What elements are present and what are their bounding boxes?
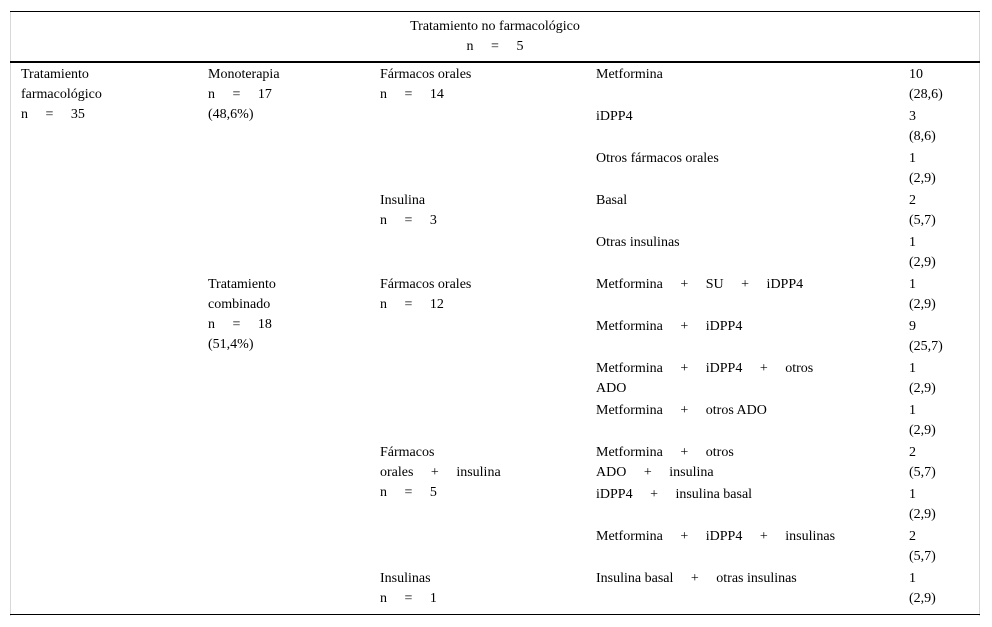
- value-pct-cell: (8,6): [909, 129, 936, 144]
- group-count: n = 12: [380, 297, 444, 312]
- drug-cell: iDPP4 + insulina basal: [596, 487, 753, 502]
- value-cell: 1: [909, 235, 916, 250]
- value-pct-cell: (2,9): [909, 381, 936, 396]
- value-cell: 1: [909, 571, 916, 586]
- drug-cell: Metformina + otros: [596, 445, 734, 460]
- group-count: n = 1: [380, 591, 437, 606]
- col1-line: Tratamiento: [21, 67, 89, 82]
- header-title: Tratamiento no farmacológico: [410, 19, 580, 34]
- table-bottom-rule: [10, 614, 980, 615]
- value-cell: 1: [909, 277, 916, 292]
- value-pct-cell: (5,7): [909, 549, 936, 564]
- drug-cell: Metformina: [596, 67, 663, 82]
- group-label: orales + insulina: [380, 465, 501, 480]
- drug-cell: Metformina + SU + iDPP4: [596, 277, 804, 292]
- group-count: n = 5: [380, 485, 437, 500]
- table-header: [10, 17, 980, 57]
- combined-pct: (51,4%): [208, 337, 254, 352]
- value-pct-cell: (2,9): [909, 591, 936, 606]
- table-frame: [10, 11, 980, 616]
- value-pct-cell: (2,9): [909, 255, 936, 270]
- combined-label: combinado: [208, 297, 271, 312]
- value-cell: 1: [909, 361, 916, 376]
- monotherapy-count: n = 17: [208, 87, 272, 102]
- group-label: Insulinas: [380, 571, 431, 586]
- value-pct-cell: (5,7): [909, 213, 936, 228]
- drug-cell-cont: ADO: [596, 381, 627, 396]
- value-cell: 2: [909, 193, 916, 208]
- value-cell: 2: [909, 529, 916, 544]
- group-count: n = 3: [380, 213, 437, 228]
- value-pct-cell: (2,9): [909, 171, 936, 186]
- col1-line: farmacológico: [21, 87, 102, 102]
- drug-cell-cont: ADO + insulina: [596, 465, 714, 480]
- group-label: Fármacos: [380, 445, 435, 460]
- value-pct-cell: (5,7): [909, 465, 936, 480]
- drug-cell: Metformina + iDPP4: [596, 319, 743, 334]
- group-count: n = 14: [380, 87, 444, 102]
- value-cell: 1: [909, 487, 916, 502]
- monotherapy-pct: (48,6%): [208, 107, 254, 122]
- header-divider-rule: [10, 61, 980, 63]
- group-label: Fármacos orales: [380, 277, 472, 292]
- value-pct-cell: (2,9): [909, 423, 936, 438]
- drug-cell: Otros fármacos orales: [596, 151, 719, 166]
- drug-cell: Metformina + iDPP4 + otros: [596, 361, 814, 376]
- drug-cell: Basal: [596, 193, 628, 208]
- value-cell: 2: [909, 445, 916, 460]
- value-pct-cell: (2,9): [909, 507, 936, 522]
- group-label: Insulina: [380, 193, 426, 208]
- value-pct-cell: (25,7): [909, 339, 943, 354]
- value-pct-cell: (28,6): [909, 87, 943, 102]
- value-pct-cell: (2,9): [909, 297, 936, 312]
- drug-cell: Metformina + otros ADO: [596, 403, 767, 418]
- header-count: n = 5: [466, 39, 524, 54]
- value-cell: 1: [909, 403, 916, 418]
- drug-cell: Insulina basal + otras insulinas: [596, 571, 797, 586]
- table-top-rule: [10, 11, 980, 12]
- col1-line: n = 35: [21, 107, 85, 122]
- value-cell: 10: [909, 67, 923, 82]
- drug-cell: Metformina + iDPP4 + insulinas: [596, 529, 836, 544]
- combined-label: Tratamiento: [208, 277, 276, 292]
- value-cell: 9: [909, 319, 916, 334]
- drug-cell: iDPP4: [596, 109, 633, 124]
- group-label: Fármacos orales: [380, 67, 472, 82]
- monotherapy-label: Monoterapia: [208, 67, 280, 82]
- value-cell: 1: [909, 151, 916, 166]
- value-cell: 3: [909, 109, 916, 124]
- drug-cell: Otras insulinas: [596, 235, 680, 250]
- combined-count: n = 18: [208, 317, 272, 332]
